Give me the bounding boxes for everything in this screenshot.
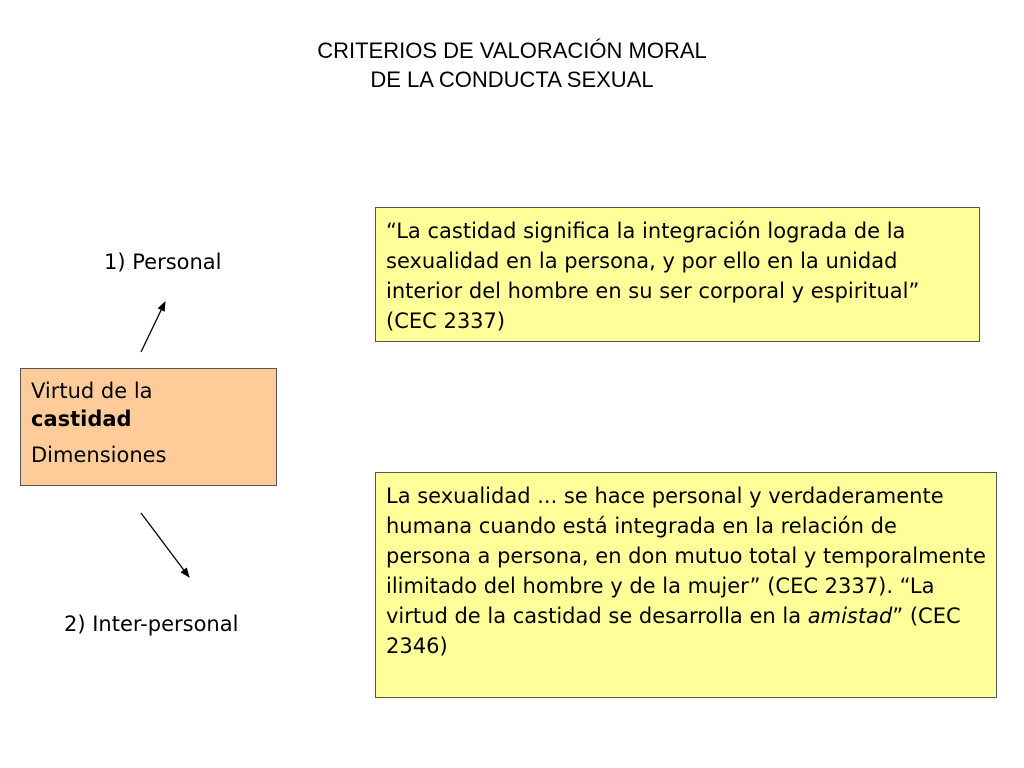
slide-title — [0, 36, 1024, 94]
center-concept-prefix: Virtud de la — [31, 379, 153, 403]
center-concept-bold: castidad — [31, 407, 132, 431]
center-concept-text — [31, 377, 266, 433]
title-line-1: CRITERIOS DE VALORACIÓN MORAL — [317, 38, 707, 63]
center-concept-box — [20, 368, 277, 486]
quote-2-italic: amistad — [807, 604, 893, 628]
quote-box-interpersonal — [375, 472, 997, 698]
branch-interpersonal-label: 2) Inter-personal — [64, 612, 239, 636]
center-concept-dimensions: Dimensiones — [31, 443, 167, 467]
title-line-2: DE LA CONDUCTA SEXUAL — [370, 67, 654, 92]
arrow-to-interpersonal — [141, 513, 189, 577]
quote-2-main: La sexualidad ... se hace personal y verdaderamente humana cuando está integrada en la relación de persona a persona, en don mutuo total y temporalmente ilimitado del hombre y de la mujer” (CEC 2337). “La virtud de la castidad se desarrolla en la — [386, 484, 986, 628]
quote-box-personal: “La castidad significa la integración lograda de la sexualidad en la persona, y por ello en la unidad interior del hombre en su ser corporal y espiritual” (CEC 2337) — [375, 207, 980, 342]
branch-personal-label: 1) Personal — [104, 250, 222, 274]
quote-2-end: ” (CEC 2346) — [386, 604, 961, 658]
arrow-to-personal — [141, 302, 165, 352]
